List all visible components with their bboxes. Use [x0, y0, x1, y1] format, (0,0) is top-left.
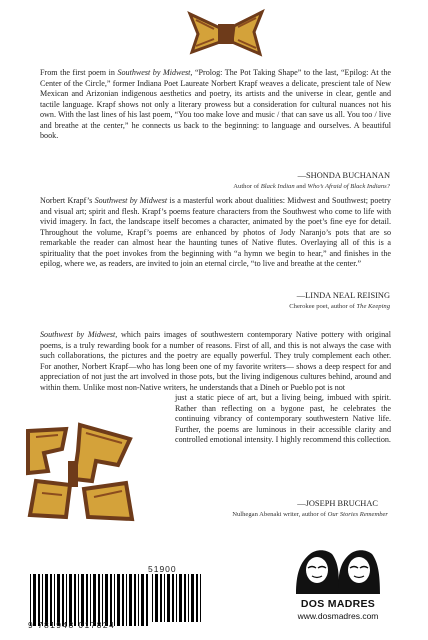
blurb-bruchac: Southwest by Midwest, which pairs images of southwestern contemporary Native pottery with original poems, is a truly rewarding book for a number of reasons. First of all, and this is not always the case with such collaborations, the pictures and the poetry are equally powerful. They truly complement each other. For another, Norbert Krapf—who has long been one of my favorite writers— shows a deep respect for and appreciation of not just the art involved in those pots, but the living indigenous cultures behind, around and within them. Unlike most non-Native writers, he understands that a Dineh or Pueblo pot is not just a static piece of art, but a living being, imbued with spirit. Rather than reflecting on a bygone past, he celebrates the continuing vibrancy of contemporary southwestern Native life. Further, the poems are luminous in their accessible clarity and controlled emotional intensity. I highly recommend this collection.	[40, 330, 391, 444]
pottery-design-left	[22, 421, 138, 523]
barcode-bar	[167, 574, 170, 622]
barcode-bar	[117, 574, 120, 626]
barcode-bar	[179, 574, 182, 622]
barcode-bar	[98, 574, 100, 626]
isbn-barcode	[28, 563, 206, 633]
barcode-bar	[172, 574, 174, 622]
barcode-bar	[74, 574, 76, 626]
barcode-bar	[50, 574, 52, 626]
barcode-frame	[28, 563, 206, 633]
barcode-bar	[66, 574, 67, 626]
barcode-bar	[152, 574, 153, 622]
barcode-bar	[105, 574, 108, 626]
book-title: Southwest by Midwest	[94, 196, 168, 205]
barcode-bar	[69, 574, 72, 626]
attribution-bruchac-desc: Nulhegan Abenaki writer, author of Our Stories Remember	[232, 511, 388, 518]
publisher-url[interactable]: www.dosmadres.com	[297, 611, 379, 621]
barcode-bars	[30, 574, 150, 626]
attribution-bruchac: —JOSEPH BRUCHAC	[297, 499, 378, 508]
book-title: Southwest by Midwest	[117, 68, 191, 77]
barcode-bar	[126, 574, 127, 626]
barcode-bar	[78, 574, 79, 626]
barcode-bar	[155, 574, 158, 622]
barcode-bar	[45, 574, 48, 626]
barcode-bar	[114, 574, 115, 626]
barcode-bar	[86, 574, 88, 626]
attribution-buchanan: —SHONDA BUCHANAN	[297, 171, 390, 180]
barcode-bar	[122, 574, 124, 626]
publisher-name: DOS MADRES	[300, 598, 376, 610]
barcode-bar	[62, 574, 64, 626]
blurb-reising: Norbert Krapf’s Southwest by Midwest is a masterful work about dualities: Midwest and Southwest; poetry and visual art; spirit and flesh. Krapf’s poems feature characters from the Southwest who come to life with vivid imagery. In fact, the landscape itself becomes a character, animated by the poet’s fine eye for detail. Throughout the volume, Krapf’s poems are enhanced by photos of Jody Naranjo’s pots that are so remarkable the reader can almost hear the haunting tunes of Native flutes. Overlaying all of this is a spirituality that the poet invokes from the beginning with “a hymn we begin to hear,” and finishes in the epilog, where we, as readers, are invited to join an eternal circle, “to live and breathe at the center.”	[40, 196, 391, 268]
barcode-bar	[164, 574, 165, 622]
attribution-reising-desc: Cherokee poet, author of The Keeping	[289, 303, 390, 310]
barcode-bar	[188, 574, 189, 622]
barcode-bar	[93, 574, 96, 626]
attribution-buchanan-desc: Author of Black Indian and Who’s Afraid of Black Indians?	[233, 183, 390, 190]
blurb-buchanan: From the first poem in Southwest by Midwest, “Prolog: The Pot Taking Shape” to the last, “Epilog: At the Center of the Circle,” former Indiana Poet Laureate Norbert Krapf weaves a delicate, prescient tale of New Mexican and Arizonian indigenous aesthetics and poetry, its artists and the universe in clear, gentle and tactile language. Krapf shows not only a literary prowess but a consideration for cultural nuances not his own. With the last lines of his last poem, “You too make love and music / that can save us all. You too / live and breathe at the center,” he connects us back to the beginning: to language and ourselves. A beautiful book.	[40, 68, 391, 140]
barcode-bar	[42, 574, 43, 626]
barcode-bar	[30, 574, 31, 626]
barcode-bar	[141, 574, 144, 626]
barcode-bar	[176, 574, 177, 622]
barcode-bar	[38, 574, 40, 626]
barcode-bar	[90, 574, 91, 626]
barcode-bar	[33, 574, 36, 626]
book-title: Southwest by Midwest	[40, 330, 116, 339]
pottery-design-top	[186, 6, 266, 60]
isbn-digits: 9 781948 017824	[28, 620, 116, 630]
barcode-bar	[81, 574, 84, 626]
barcode-bar	[110, 574, 112, 626]
barcode-bar	[160, 574, 162, 622]
dos-madres-logo-icon	[288, 544, 388, 596]
barcode-bar	[57, 574, 60, 626]
barcode-bar	[200, 574, 201, 622]
barcode-addon-bars	[152, 574, 204, 622]
barcode-bar	[191, 574, 194, 622]
barcode-bar	[184, 574, 186, 622]
barcode-bar	[138, 574, 139, 626]
barcode-bar	[102, 574, 103, 626]
attribution-reising: —LINDA NEAL REISING	[296, 291, 390, 300]
barcode-bar	[129, 574, 132, 626]
barcode-bar	[54, 574, 55, 626]
barcode-bar	[146, 574, 148, 626]
price-code: 51900	[148, 564, 177, 574]
barcode-bar	[196, 574, 198, 622]
barcode-bar	[134, 574, 136, 626]
